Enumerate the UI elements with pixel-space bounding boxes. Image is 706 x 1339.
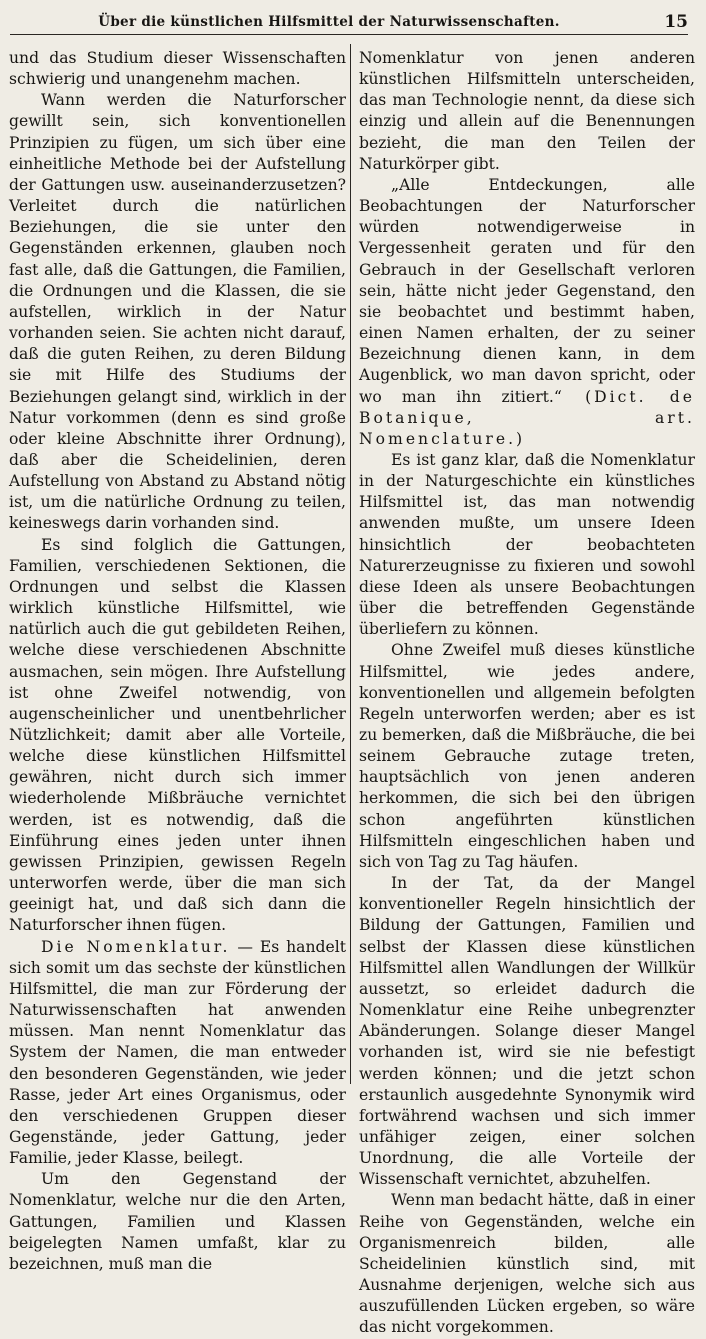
- paragraph: Es sind folglich die Gattungen, Familien, verschiedenen Sektionen, die Ordnungen und selbst die Klassen wirklich künstliche Hilfsmittel, wie natürlich auch die gut gebildeten Reihen, welche diese verschiedenen Abschnitte ausmachen, sein mögen. Ihre Aufstellung ist ohne Zweifel notwendig, von augenscheinlicher und unentbehrlicher Nützlichkeit; damit aber alle Vorteile, welche diese künstlichen Hilfsmittel gewähren, nicht durch sich immer wiederholende Mißbräuche vernichtet werden, ist es notwendig, daß die Einführung eines jeden unter ihnen gewissen Prinzipien, gewissen Regeln unterworfen werde, über die man sich geeinigt hat, und daß sich dann die Naturforscher ihnen fügen.: [9, 535, 346, 935]
- paragraph: Nomenklatur von jenen anderen künstlichen Hilfsmitteln unterscheiden, das man Technologie nennt, da diese sich einzig und allein auf die Benennungen bezieht, die man den Teilen der Naturkörper gibt.: [359, 49, 695, 173]
- paragraph: Ohne Zweifel muß dieses künstliche Hilfsmittel, wie jedes andere, konventionellen und allgemein befolgten Regeln unterworfen werden; aber es ist zu bemerken, daß die Mißbräuche, die bei seinem Gebrauche zutage treten, hauptsächlich von jenen anderen herkommen, die sich bei den übrigen schon angeführten künstlichen Hilfsmitteln eingeschlichen haben und sich von Tag zu Tag häufen.: [359, 641, 695, 871]
- paragraph: [9, 937, 346, 1170]
- left-column: [9, 48, 346, 1275]
- page-header: [10, 12, 688, 35]
- paragraph: Wenn man bedacht hätte, daß in einer Reihe von Gegenständen, welche ein Organismenreich bilden, alle Scheidelinien künstlich sind, mit Ausnahme derjenigen, welche sich aus auszufüllenden Lücken ergeben, so wäre das nicht vorgekommen.: [359, 1191, 695, 1337]
- paragraph: Wann werden die Naturforscher gewillt sein, sich konventionellen Prinzipien zu fügen, um sich über eine einheitliche Methode bei der Aufstellung der Gattungen usw. auseinanderzusetzen? Verleitet durch die natürlichen Beziehungen, die sie unter den Gegenständen erkennen, glauben noch fast alle, daß die Gattungen, die Familien, die Ordnungen und die Klassen, die sie aufstellen, wirklich in der Natur vorhanden seien. Sie achten nicht darauf, daß die guten Reihen, zu deren Bildung sie mit Hilfe des Studiums der Beziehungen gelangt sind, wirklich in der Natur vorkommen (denn es sind große oder kleine Abschnitte ihrer Ordnung), daß aber die Scheidelinien, deren Aufstellung von Abstand zu Abstand nötig ist, um die natürliche Ordnung zu teilen, keineswegs darin vorhanden sind.: [9, 91, 346, 533]
- column-divider: [350, 44, 351, 1084]
- paragraph: [359, 175, 695, 450]
- section-heading: Die Nomenklatur.: [41, 937, 231, 956]
- paragraph-text: — Es handelt sich somit um das sechste der künstlichen Hilfsmittel, die man zur Förderung der Naturwissenschaften hat anwenden müssen. Man nennt Nomenklatur das System der Namen, die man entweder den besonderen Gegenständen, wie jeder Rasse, jeder Art eines Organismus, oder den verschiedenen Gruppen dieser Gegenstände, jeder Gattung, jeder Familie, jeder Klasse, beilegt.: [9, 937, 346, 1168]
- citation: (Dict. de Botanique, art. Nomenclature.): [359, 387, 696, 448]
- paragraph: Es ist ganz klar, daß die Nomenklatur in der Naturgeschichte ein künstliches Hilfsmittel ist, das man notwendig anwenden mußte, um unsere Ideen hinsichtlich der beobachteten Naturerzeugnisse zu fixieren und sowohl diese Ideen als unsere Beobachtungen über die betreffenden Gegenstände überliefern zu können.: [359, 450, 695, 639]
- running-title: Über die künstlichen Hilfsmittel der Naturwissenschaften.: [98, 14, 560, 30]
- page-number: 15: [664, 12, 688, 32]
- quotation: „Alle Entdeckungen, alle Beobachtungen der Naturforscher würden notwendigerweise in Vergessenheit geraten und für den Gebrauch in der Gesellschaft verloren sein, hätte nicht jeder Gegenstand, den sie beobachtet und bestimmt haben, einen Namen erhalten, der zu seiner Bezeichnung dienen kann, in dem Augenblick, wo man davon spricht, oder wo man ihn zitiert.“: [359, 175, 695, 406]
- right-column: [359, 48, 695, 1339]
- paragraph: und das Studium dieser Wissenschaften schwierig und unangenehm machen.: [9, 49, 346, 89]
- paragraph: In der Tat, da der Mangel konventioneller Regeln hinsichtlich der Bildung der Gattungen, Familien und selbst der Klassen diese künstlichen Hilfsmittel allen Wandlungen der Willkür aussetzt, so erleidet dadurch die Nomenklatur eine Reihe unbegrenzter Abänderungen. Solange dieser Mangel vorhanden ist, wird sie nie befestigt werden können; und die jetzt schon erstaunlich ausgedehnte Synonymik wird fortwährend wachsen und sich immer unfähiger zeigen, einer solchen Unordnung, die alle Vorteile der Wissenschaft vernichtet, abzuhelfen.: [359, 874, 695, 1189]
- paragraph: Um den Gegenstand der Nomenklatur, welche nur die den Arten, Gattungen, Familien und Klassen beigelegten Namen umfaßt, klar zu bezeichnen, muß man die: [9, 1170, 346, 1273]
